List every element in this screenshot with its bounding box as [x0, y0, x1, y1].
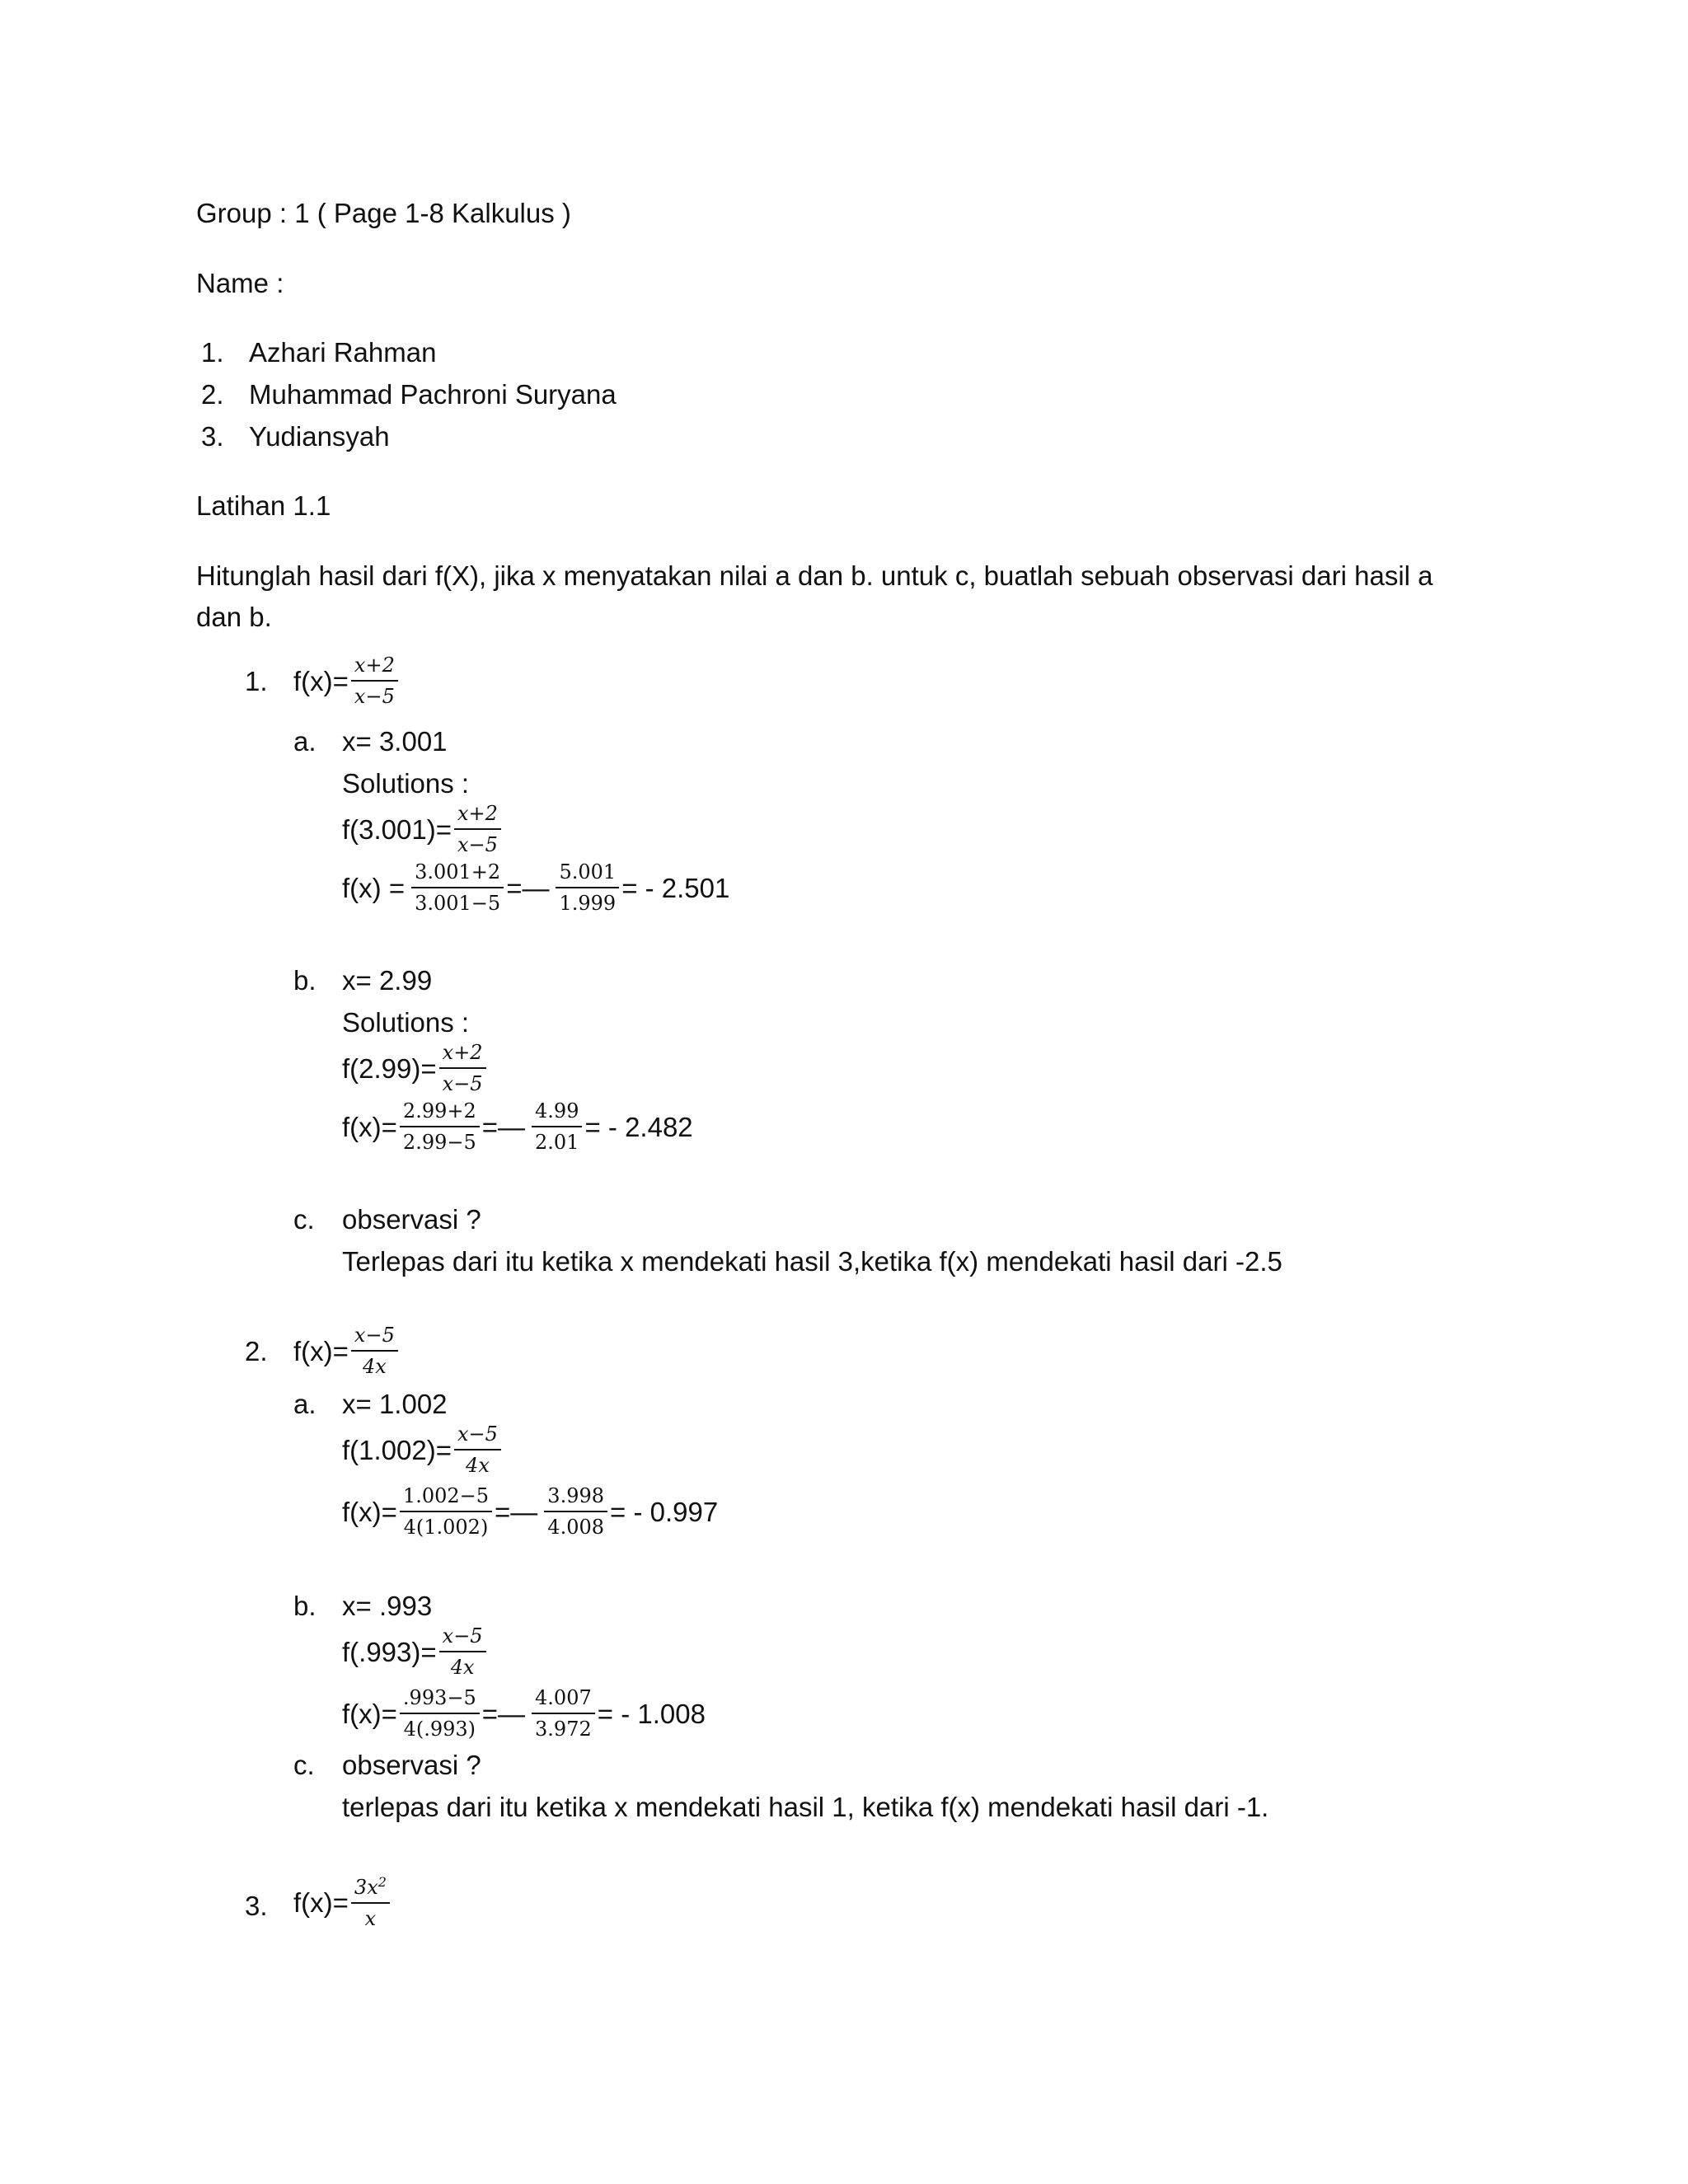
part-letter: c.	[293, 1204, 315, 1235]
calculation-line	[342, 1685, 706, 1741]
fraction-denominator: 1.999	[559, 892, 617, 915]
fraction-denominator: x	[364, 1907, 377, 1930]
function-fraction	[351, 1323, 398, 1379]
observation-text: Terlepas dari itu ketika x mendekati hasil 3,ketika f(x) mendekati hasil dari -2.5	[342, 1246, 1282, 1277]
function-lhs: f(x)=	[293, 665, 349, 696]
fraction-denominator: x−5	[457, 833, 498, 856]
calculation-fraction-2	[532, 1685, 595, 1741]
group-heading: Group : 1 ( Page 1-8 Kalkulus )	[196, 198, 571, 228]
numerator-base: 3x	[354, 1876, 378, 1899]
result-value: = - 2.501	[621, 872, 730, 903]
fraction-numerator: x+2	[351, 653, 398, 682]
result-value: = - 1.008	[597, 1698, 706, 1729]
exercise-title: Latihan 1.1	[196, 490, 331, 521]
substitution-line	[342, 1624, 489, 1680]
calculation-lhs: f(x)=	[342, 1496, 397, 1527]
problem-1-function	[293, 653, 401, 709]
substitution-lhs: f(2.99)=	[342, 1052, 437, 1084]
x-value: x= .993	[342, 1591, 433, 1621]
fraction-numerator: 4.99	[532, 1099, 582, 1127]
calculation-fraction-2	[544, 1483, 607, 1540]
substitution-line	[342, 801, 504, 857]
substitution-fraction	[454, 801, 501, 857]
part-letter: b.	[293, 1591, 316, 1621]
observation-text: terlepas dari itu ketika x mendekati hasil 1, ketika f(x) mendekati hasil dari -1.	[342, 1792, 1269, 1822]
part-letter: a.	[293, 1389, 316, 1419]
fraction-denominator: x−5	[354, 685, 395, 708]
fraction-numerator: 4.007	[532, 1685, 595, 1714]
substitution-fraction	[439, 1040, 486, 1096]
member-name: Azhari Rahman	[249, 337, 437, 368]
function-lhs: f(x)=	[293, 1335, 349, 1366]
substitution-line	[342, 1040, 489, 1096]
member-number: 2.	[201, 379, 224, 410]
fraction-denominator: 4.008	[547, 1516, 605, 1539]
calculation-fraction-1	[400, 1099, 480, 1155]
substitution-line	[342, 1422, 504, 1478]
observation-label: observasi ?	[342, 1750, 481, 1780]
function-lhs: f(x)=	[293, 1887, 349, 1918]
problem-3-function	[293, 1874, 392, 1931]
fraction-denominator: 3.001−5	[415, 892, 501, 915]
calculation-lhs: f(x)=	[342, 1111, 397, 1142]
fraction-numerator: 1.002−5	[400, 1483, 492, 1512]
x-value: x= 3.001	[342, 726, 448, 757]
member-number: 3.	[201, 421, 224, 452]
member-name: Yudiansyah	[249, 421, 390, 452]
substitution-lhs: f(1.002)=	[342, 1434, 452, 1465]
member-number: 1.	[201, 337, 224, 368]
equals-minus: =—	[506, 872, 550, 903]
calculation-fraction-1	[411, 860, 504, 916]
part-letter: b.	[293, 965, 316, 996]
calculation-fraction-2	[556, 860, 619, 916]
substitution-fraction	[454, 1422, 501, 1478]
fraction-denominator: 4(1.002)	[403, 1516, 489, 1539]
solutions-label: Solutions :	[342, 1007, 470, 1038]
numerator-exponent: 2	[377, 1874, 387, 1890]
problem-number: 3.	[245, 1891, 268, 1921]
instruction-line-2: dan b.	[196, 602, 272, 632]
result-value: = - 2.482	[584, 1111, 693, 1142]
fraction-numerator: x−5	[439, 1624, 486, 1652]
function-fraction	[351, 1874, 390, 1931]
problem-number: 2.	[245, 1336, 268, 1366]
member-name: Muhammad Pachroni Suryana	[249, 379, 617, 410]
solutions-label: Solutions :	[342, 768, 470, 799]
fraction-denominator: 4x	[362, 1355, 387, 1378]
fraction-numerator: x+2	[439, 1040, 486, 1069]
fraction-numerator: x−5	[454, 1422, 501, 1451]
fraction-numerator: x−5	[351, 1323, 398, 1352]
calculation-line	[342, 860, 729, 916]
fraction-numerator: 5.001	[556, 860, 619, 888]
substitution-lhs: f(.993)=	[342, 1636, 437, 1667]
calculation-fraction-2	[532, 1099, 582, 1155]
fraction-denominator: x−5	[442, 1072, 483, 1095]
fraction-denominator: 4(.993)	[403, 1718, 476, 1741]
calculation-fraction-1	[400, 1685, 480, 1741]
calculation-line	[342, 1099, 693, 1155]
calculation-lhs: f(x) =	[342, 872, 406, 903]
fraction-numerator: 2.99+2	[400, 1099, 480, 1127]
fraction-numerator: 3.001+2	[411, 860, 504, 888]
instruction-line-1: Hitunglah hasil dari f(X), jika x menyatakan nilai a dan b. untuk c, buatlah sebuah observasi dari hasil a	[196, 560, 1433, 591]
fraction-numerator	[351, 1874, 390, 1904]
fraction-denominator: 4x	[450, 1656, 475, 1679]
x-value: x= 1.002	[342, 1389, 448, 1419]
fraction-denominator: 2.01	[535, 1131, 579, 1154]
fraction-numerator: .993−5	[400, 1685, 480, 1714]
problem-number: 1.	[245, 666, 268, 696]
function-fraction	[351, 653, 398, 709]
result-value: = - 0.997	[610, 1496, 719, 1527]
fraction-numerator: x+2	[454, 801, 501, 830]
calculation-fraction-1	[400, 1483, 492, 1540]
part-letter: a.	[293, 726, 316, 757]
calculation-line	[342, 1483, 718, 1540]
observation-label: observasi ?	[342, 1204, 481, 1235]
problem-2-function	[293, 1323, 401, 1379]
part-letter: c.	[293, 1750, 315, 1780]
name-label: Name :	[196, 268, 284, 298]
substitution-fraction	[439, 1624, 486, 1680]
fraction-denominator: 2.99−5	[402, 1131, 476, 1154]
fraction-denominator: 3.972	[535, 1718, 592, 1741]
equals-minus: =—	[495, 1496, 538, 1527]
equals-minus: =—	[481, 1111, 526, 1142]
calculation-lhs: f(x)=	[342, 1698, 397, 1729]
equals-minus: =—	[481, 1698, 526, 1729]
substitution-lhs: f(3.001)=	[342, 813, 452, 845]
fraction-denominator: 4x	[466, 1454, 490, 1477]
x-value: x= 2.99	[342, 965, 433, 996]
fraction-numerator: 3.998	[544, 1483, 607, 1512]
